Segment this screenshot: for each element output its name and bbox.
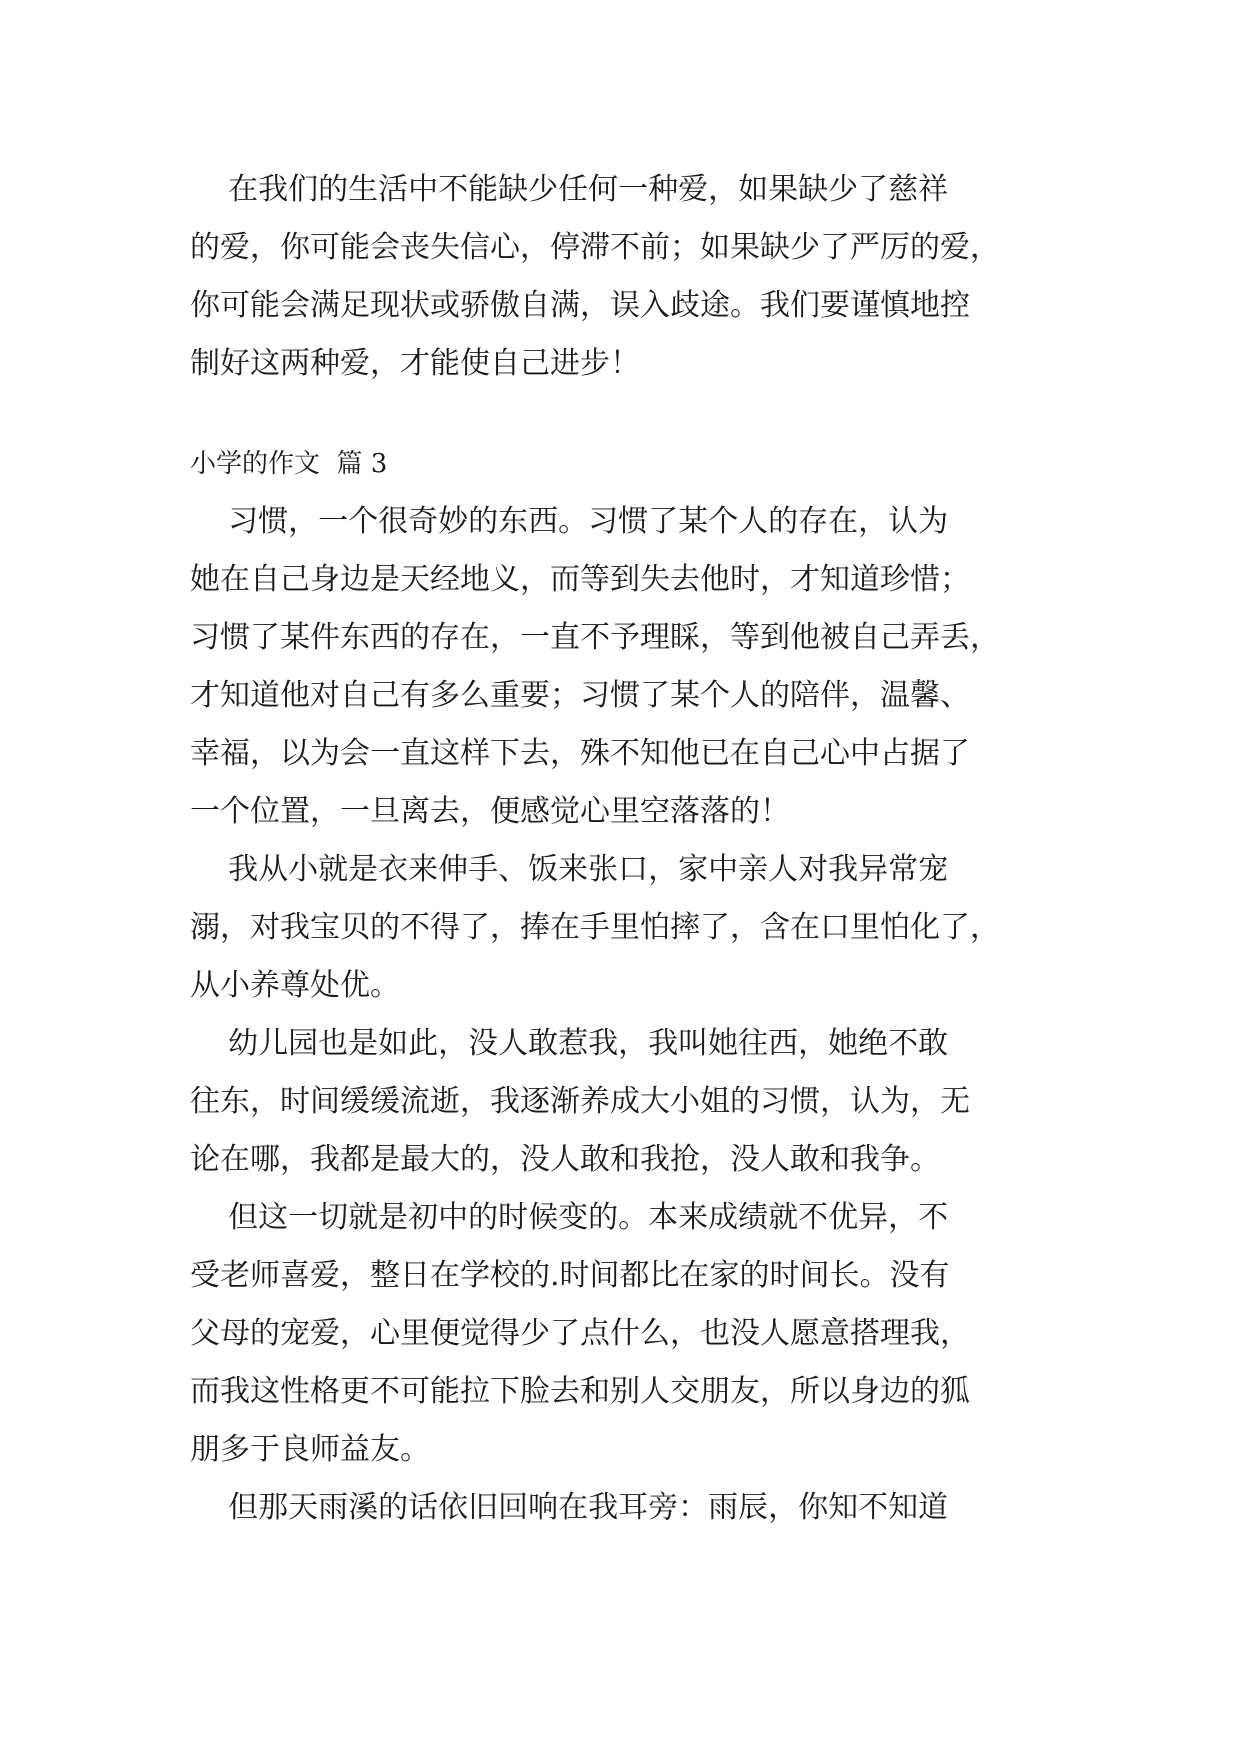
paragraph <box>190 1479 1060 1537</box>
text-line: 从小养尊处优。 <box>190 968 400 1003</box>
section-title: 小学的作文 篇 3 <box>190 449 388 479</box>
text-line: 她在自己身边是天经地义，而等到失去他时，才知道珍惜； <box>190 562 970 597</box>
text-line: 的爱，你可能会丧失信心，停滞不前；如果缺少了严厉的爱， <box>190 230 1000 265</box>
text-line: 在我们的生活中不能缺少任何一种爱，如果缺少了慈祥 <box>190 172 949 207</box>
spacer <box>190 393 1060 435</box>
paragraph <box>190 493 1060 841</box>
text-line: 幼儿园也是如此，没人敢惹我，我叫她往西，她绝不敢 <box>190 1026 949 1061</box>
text-line: 才知道他对自己有多么重要；习惯了某个人的陪伴，温馨、 <box>190 678 970 713</box>
text-line: 你可能会满足现状或骄傲自满，误入歧途。我们要谨慎地控 <box>190 288 970 323</box>
text-line: 制好这两种爱，才能使自己进步！ <box>190 346 640 381</box>
text-line: 习惯，一个很奇妙的东西。习惯了某个人的存在，认为 <box>190 504 949 539</box>
text-line: 而我这性格更不可能拉下脸去和别人交朋友，所以身边的狐 <box>190 1374 970 1409</box>
intro-paragraph <box>190 161 1060 393</box>
paragraph <box>190 1189 1060 1479</box>
text-line: 一个位置，一旦离去，便感觉心里空落落的！ <box>190 794 790 829</box>
text-line: 父母的宠爱，心里便觉得少了点什么，也没人愿意搭理我， <box>190 1316 970 1351</box>
text-line: 但这一切就是初中的时候变的。本来成绩就不优异，不 <box>190 1200 949 1235</box>
text-line: 论在哪，我都是最大的，没人敢和我抢，没人敢和我争。 <box>190 1142 940 1177</box>
text-line: 受老师喜爱，整日在学校的.时间都比在家的时间长。没有 <box>190 1258 950 1293</box>
document-body <box>190 161 1060 1537</box>
paragraph <box>190 841 1060 1015</box>
text-line: 习惯了某件东西的存在，一直不予理睬，等到他被自己弄丢， <box>190 620 1000 655</box>
text-line: 幸福，以为会一直这样下去，殊不知他已在自己心中占据了 <box>190 736 970 771</box>
text-line: 朋多于良师益友。 <box>190 1432 430 1467</box>
text-line: 往东，时间缓缓流逝，我逐渐养成大小姐的习惯，认为，无 <box>190 1084 970 1119</box>
text-line: 我从小就是衣来伸手、饭来张口，家中亲人对我异常宠 <box>190 852 949 887</box>
text-line: 但那天雨溪的话依旧回响在我耳旁：雨辰，你知不知道 <box>190 1490 949 1525</box>
paragraph <box>190 1015 1060 1189</box>
text-line: 溺，对我宝贝的不得了，捧在手里怕摔了，含在口里怕化了， <box>190 910 1000 945</box>
